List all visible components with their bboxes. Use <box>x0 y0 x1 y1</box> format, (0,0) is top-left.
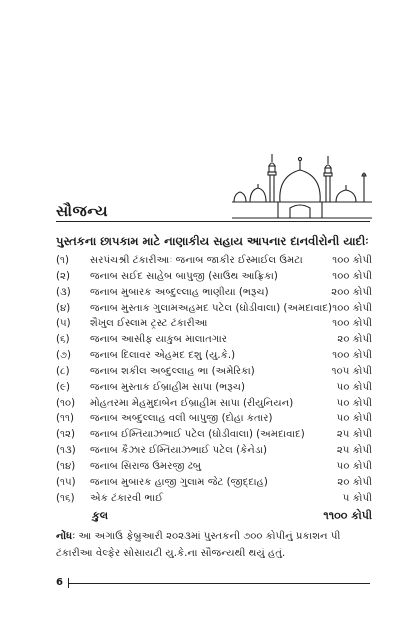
donor-number: (૮) <box>56 365 70 377</box>
donor-amount: ૫૦ કોપી <box>336 381 372 393</box>
donor-number: (૧) <box>56 255 69 266</box>
donor-amount: ૨૦ કોપી <box>337 334 372 346</box>
donor-name: શૈખુલ ઈસ્લામ ટ્રસ્ટ ટંકારીઆ <box>90 318 208 330</box>
donor-name: જનાબ આસીફ યાકુબ માલાતગાર <box>90 334 228 346</box>
donor-name: જનાબ મુબારક અબ્દુલ્લાહ ભાણીયા (ભરૂચ) <box>90 286 269 298</box>
donors-list-title: પુસ્તકના છાપકામ માટે નાણાકીય સહાય આપનાર દાનવીરોની યાદીઃ <box>56 234 369 248</box>
mosque-skyline-illustration <box>232 152 372 220</box>
donor-amount: ૧૦૦ કોપી <box>332 350 372 362</box>
donor-number: (૬) <box>56 334 70 346</box>
donor-amount: ૫ કોપી <box>342 492 372 504</box>
donor-number: (૭) <box>56 350 72 362</box>
donor-number: (૯) <box>56 381 70 393</box>
donor-name: જનાબ અબ્દુલ્લાહ વલી બાપુજી (દોહા કતાર) <box>90 413 273 425</box>
total-row <box>56 508 376 524</box>
donor-row <box>56 475 376 491</box>
footer-divider <box>68 583 370 584</box>
donor-number: (૧૪) <box>56 460 76 472</box>
donor-amount: ૨૫ કોપી <box>336 429 372 441</box>
donor-amount: ૨૦ કોપી <box>337 476 372 488</box>
total-amount: ૧૧૦૦ કોપી <box>323 509 372 522</box>
page-heading: સૌજન્ય <box>56 202 108 220</box>
donor-row <box>56 269 376 285</box>
donor-name: જનાબ મુબારક હાજી ગુલામ જેટ (જીદ્દાહ) <box>90 476 268 488</box>
donor-row <box>56 253 376 269</box>
donor-amount: ૧૦૦ કોપી <box>332 255 372 266</box>
donor-list <box>56 253 376 507</box>
donor-number: (૧૬) <box>56 492 75 504</box>
donor-amount: ૨૫ કોપી <box>336 445 372 457</box>
donor-number: (૩) <box>56 286 71 298</box>
donor-amount: ૨૦૦ કોપી <box>331 286 372 298</box>
donor-number: (૪) <box>56 302 71 314</box>
donor-number: (૧૦) <box>56 397 76 409</box>
donor-name: જનાબ કૈઝાર ઈમ્તિયાઝભાઈ પટેલ (કેનેડા) <box>90 445 267 457</box>
donor-amount: ૧૦૦ કોપી <box>332 302 372 314</box>
donor-name: જનાબ મુસ્તાક ઈબ્રાહીમ સાપા (ભરૂચ) <box>90 381 245 393</box>
donor-name: જનાબ સઈદ સાહેબ બાપુજી (સાઉથ આફ્રિકા) <box>90 270 278 282</box>
donor-row <box>56 316 376 332</box>
donor-name: સરપંચશ્રી ટંકારીઆઃ જનાબ જાકીર ઈસ્માઈલ ઉમટા <box>90 255 303 266</box>
donor-row <box>56 411 376 427</box>
donor-amount: ૧૦૫ કોપી <box>331 365 372 377</box>
donor-number: (૧૩) <box>56 445 76 457</box>
donor-name: જનાબ ઈમ્તિયાઝભાઈ પટેલ (ઘોડીવાલા) (અમદાવાદ) <box>90 429 305 441</box>
donor-number: (૧૫) <box>56 476 76 488</box>
note-paragraph <box>56 528 372 562</box>
donor-row <box>56 396 376 412</box>
donor-row <box>56 332 376 348</box>
total-label: કુલ <box>92 509 109 522</box>
note-text: આ અગાઉ ફેબ્રુઆરી ૨૦૨૩માં પુસ્તકની ૭૦૦ કોપીનું પ્રકાશન પી ટંકારીઆ વેલ્ફેર સોસાયટી યુ.કે.ના સૌજન્યથી થયું હતું. <box>56 531 341 559</box>
donor-row <box>56 285 376 301</box>
heading-divider <box>56 221 370 222</box>
donor-row <box>56 380 376 396</box>
donor-name: જનાબ મુસ્તાક ગુલામઅહમદ પટેલ (ઘોડીવાલા) (અમદાવાદ) <box>90 302 333 314</box>
donor-name: મોહતરમા મેહમુદાબેન ઈબ્રાહીમ સાપા (રીયુનિયન) <box>90 397 294 409</box>
donor-row <box>56 348 376 364</box>
donor-name: જનાબ શકીલ અબ્દુલ્લાહ ભા (અમેરિકા) <box>90 365 255 377</box>
donor-row <box>56 443 376 459</box>
page-number: 6 <box>56 577 63 588</box>
donor-amount: ૫૦ કોપી <box>336 413 372 425</box>
donor-row <box>56 364 376 380</box>
donor-number: (૫) <box>56 318 71 330</box>
donor-name: જનાબ સિરાજ ઉમરજી ઢબુ <box>90 460 202 472</box>
donor-row <box>56 301 376 317</box>
donor-number: (૧૧) <box>56 413 74 425</box>
donor-row <box>56 459 376 475</box>
donor-amount: ૧૦૦ કોપી <box>332 318 372 330</box>
note-label: નોંધઃ <box>56 531 76 542</box>
donor-number: (૧૨) <box>56 429 75 441</box>
donor-amount: ૫૦ કોપી <box>336 397 372 409</box>
donor-row <box>56 491 376 507</box>
donor-amount: ૫૦ કોપી <box>336 460 372 472</box>
donor-number: (૨) <box>56 270 70 282</box>
donor-row <box>56 427 376 443</box>
donor-amount: ૧૦૦ કોપી <box>332 270 372 282</box>
donor-name: એક ટંકારવી ભાઈ <box>90 492 164 504</box>
donor-name: જનાબ દિલાવર એહમદ દશુ (યુ.કે.) <box>90 350 236 362</box>
